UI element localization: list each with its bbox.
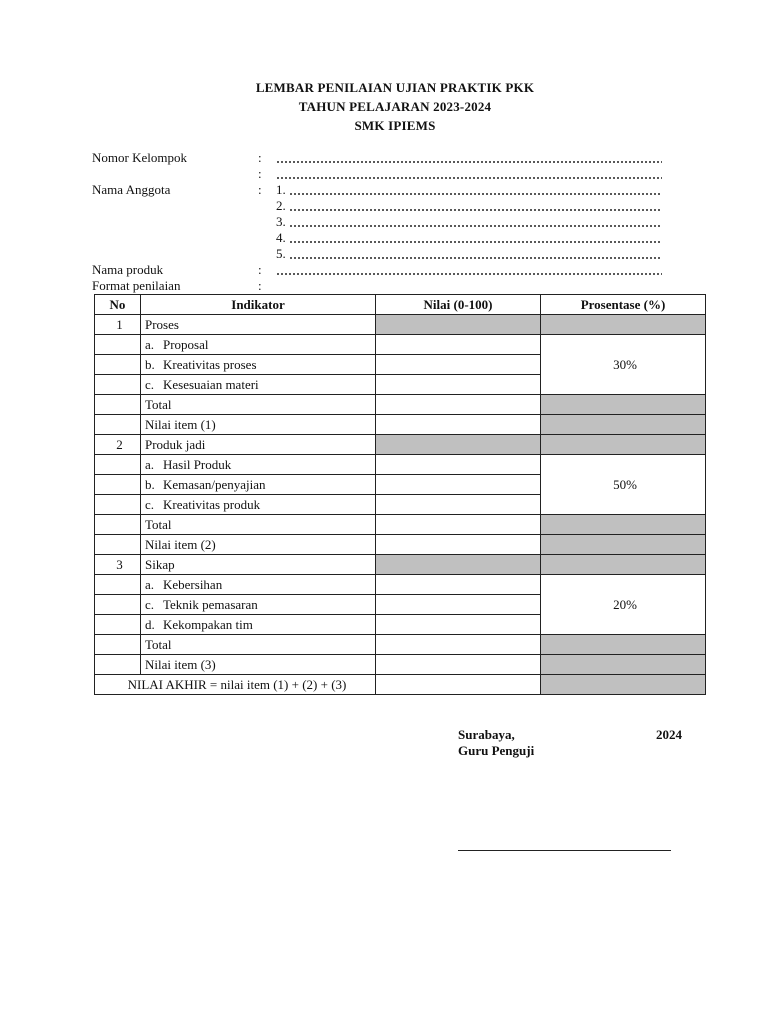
place-date-row <box>458 727 682 743</box>
document-title: LEMBAR PENILAIAN UJIAN PRAKTIK PKK <box>255 80 535 95</box>
indicator-item: a. Hasil Produk <box>141 455 376 475</box>
percent-cell: 30% <box>541 335 706 395</box>
fill-in-line <box>289 225 662 227</box>
empty-cell <box>95 615 141 635</box>
score-cell[interactable] <box>376 655 541 675</box>
score-cell[interactable] <box>376 635 541 655</box>
shaded-cell <box>541 535 706 555</box>
indicator-item: c. Kesesuaian materi <box>141 375 376 395</box>
member-row <box>92 246 662 262</box>
section-number: 1 <box>95 315 141 335</box>
empty-cell <box>95 455 141 475</box>
colon: : <box>258 262 262 277</box>
score-cell[interactable] <box>376 575 541 595</box>
fill-in-line <box>289 241 662 243</box>
nilai-item-label: Nilai item (1) <box>141 415 376 435</box>
empty-cell <box>95 395 141 415</box>
shaded-cell <box>541 655 706 675</box>
empty-cell <box>95 655 141 675</box>
empty-cell <box>95 595 141 615</box>
identity-section <box>92 150 662 294</box>
member-row <box>92 198 662 214</box>
member-number: 4. <box>276 230 286 245</box>
colon: : <box>258 166 262 181</box>
score-cell[interactable] <box>376 395 541 415</box>
signature-year: 2024 <box>656 727 682 742</box>
score-cell[interactable] <box>376 535 541 555</box>
empty-cell <box>95 415 141 435</box>
empty-cell <box>95 475 141 495</box>
format-penilaian-label: Format penilaian <box>92 278 181 293</box>
score-cell[interactable] <box>376 475 541 495</box>
score-cell[interactable] <box>376 375 541 395</box>
indicator-item: b. Kemasan/penyajian <box>141 475 376 495</box>
total-row <box>95 635 706 655</box>
table-row <box>95 455 706 475</box>
table-row <box>95 575 706 595</box>
shaded-cell <box>541 515 706 535</box>
section-title: Produk jadi <box>141 435 376 455</box>
total-row <box>95 515 706 535</box>
shaded-cell <box>376 435 541 455</box>
member-row <box>92 214 662 230</box>
score-cell[interactable] <box>376 415 541 435</box>
nomor-kelompok-row-2 <box>92 166 662 182</box>
fill-in-line <box>289 193 662 195</box>
colon: : <box>258 150 262 165</box>
fill-in-line <box>289 209 662 211</box>
colon: : <box>258 278 262 293</box>
indicator-item: a. Kebersihan <box>141 575 376 595</box>
academic-year: TAHUN PELAJARAN 2023-2024 <box>298 99 492 114</box>
shaded-cell <box>541 555 706 575</box>
school-name: SMK IPIEMS <box>354 118 436 133</box>
shaded-cell <box>541 635 706 655</box>
shaded-cell <box>541 435 706 455</box>
document-header <box>0 78 768 135</box>
fill-in-line <box>276 177 662 179</box>
nomor-kelompok-row <box>92 150 662 166</box>
header-nilai: Nilai (0-100) <box>376 295 541 315</box>
indicator-item: c. Kreativitas produk <box>141 495 376 515</box>
fill-in-line <box>289 257 662 259</box>
final-score-cell[interactable] <box>376 675 541 695</box>
shaded-cell <box>541 315 706 335</box>
shaded-cell <box>541 675 706 695</box>
colon: : <box>258 182 262 197</box>
fill-in-line <box>276 273 662 275</box>
score-cell[interactable] <box>376 515 541 535</box>
nama-produk-label: Nama produk <box>92 262 164 277</box>
indicator-item: b. Kreativitas proses <box>141 355 376 375</box>
section-number: 2 <box>95 435 141 455</box>
section-row <box>95 555 706 575</box>
nilai-item-label: Nilai item (3) <box>141 655 376 675</box>
member-number: 3. <box>276 214 286 229</box>
section-title: Proses <box>141 315 376 335</box>
section-row <box>95 435 706 455</box>
percent-cell: 50% <box>541 455 706 515</box>
empty-cell <box>95 375 141 395</box>
score-cell[interactable] <box>376 495 541 515</box>
indicator-item: a. Proposal <box>141 335 376 355</box>
format-penilaian-row <box>92 278 662 294</box>
indicator-item: d. Kekompakan tim <box>141 615 376 635</box>
shaded-cell <box>376 555 541 575</box>
score-cell[interactable] <box>376 335 541 355</box>
total-label: Total <box>141 635 376 655</box>
nama-produk-row <box>92 262 662 278</box>
signature-city: Surabaya, <box>458 727 515 742</box>
section-title: Sikap <box>141 555 376 575</box>
final-formula: NILAI AKHIR = nilai item (1) + (2) + (3) <box>95 675 376 695</box>
assessment-table <box>94 294 706 695</box>
header-indikator: Indikator <box>141 295 376 315</box>
shaded-cell <box>376 315 541 335</box>
total-label: Total <box>141 515 376 535</box>
member-number: 1. <box>276 182 286 197</box>
signature-block <box>458 727 682 759</box>
empty-cell <box>95 575 141 595</box>
fill-in-line <box>276 161 662 163</box>
signature-line <box>458 850 671 851</box>
score-cell[interactable] <box>376 455 541 475</box>
examiner-role: Guru Penguji <box>458 743 535 758</box>
score-cell[interactable] <box>376 615 541 635</box>
empty-cell <box>95 515 141 535</box>
section-row <box>95 315 706 335</box>
nama-anggota-label: Nama Anggota <box>92 182 171 197</box>
empty-cell <box>95 535 141 555</box>
table-header-row <box>95 295 706 315</box>
section-number: 3 <box>95 555 141 575</box>
shaded-cell <box>541 415 706 435</box>
nilai-item-label: Nilai item (2) <box>141 535 376 555</box>
member-number: 5. <box>276 246 286 261</box>
shaded-cell <box>541 395 706 415</box>
indicator-item: c. Teknik pemasaran <box>141 595 376 615</box>
score-cell[interactable] <box>376 595 541 615</box>
member-number: 2. <box>276 198 286 213</box>
total-row <box>95 395 706 415</box>
member-row <box>92 230 662 246</box>
percent-cell: 20% <box>541 575 706 635</box>
nilai-item-row <box>95 655 706 675</box>
header-prosentase: Prosentase (%) <box>541 295 706 315</box>
total-label: Total <box>141 395 376 415</box>
final-score-row <box>95 675 706 695</box>
empty-cell <box>95 355 141 375</box>
nilai-item-row <box>95 535 706 555</box>
table-row <box>95 335 706 355</box>
nilai-item-row <box>95 415 706 435</box>
empty-cell <box>95 635 141 655</box>
nama-anggota-row <box>92 182 662 198</box>
header-no: No <box>95 295 141 315</box>
empty-cell <box>95 495 141 515</box>
nomor-kelompok-label: Nomor Kelompok <box>92 150 187 165</box>
score-cell[interactable] <box>376 355 541 375</box>
empty-cell <box>95 335 141 355</box>
